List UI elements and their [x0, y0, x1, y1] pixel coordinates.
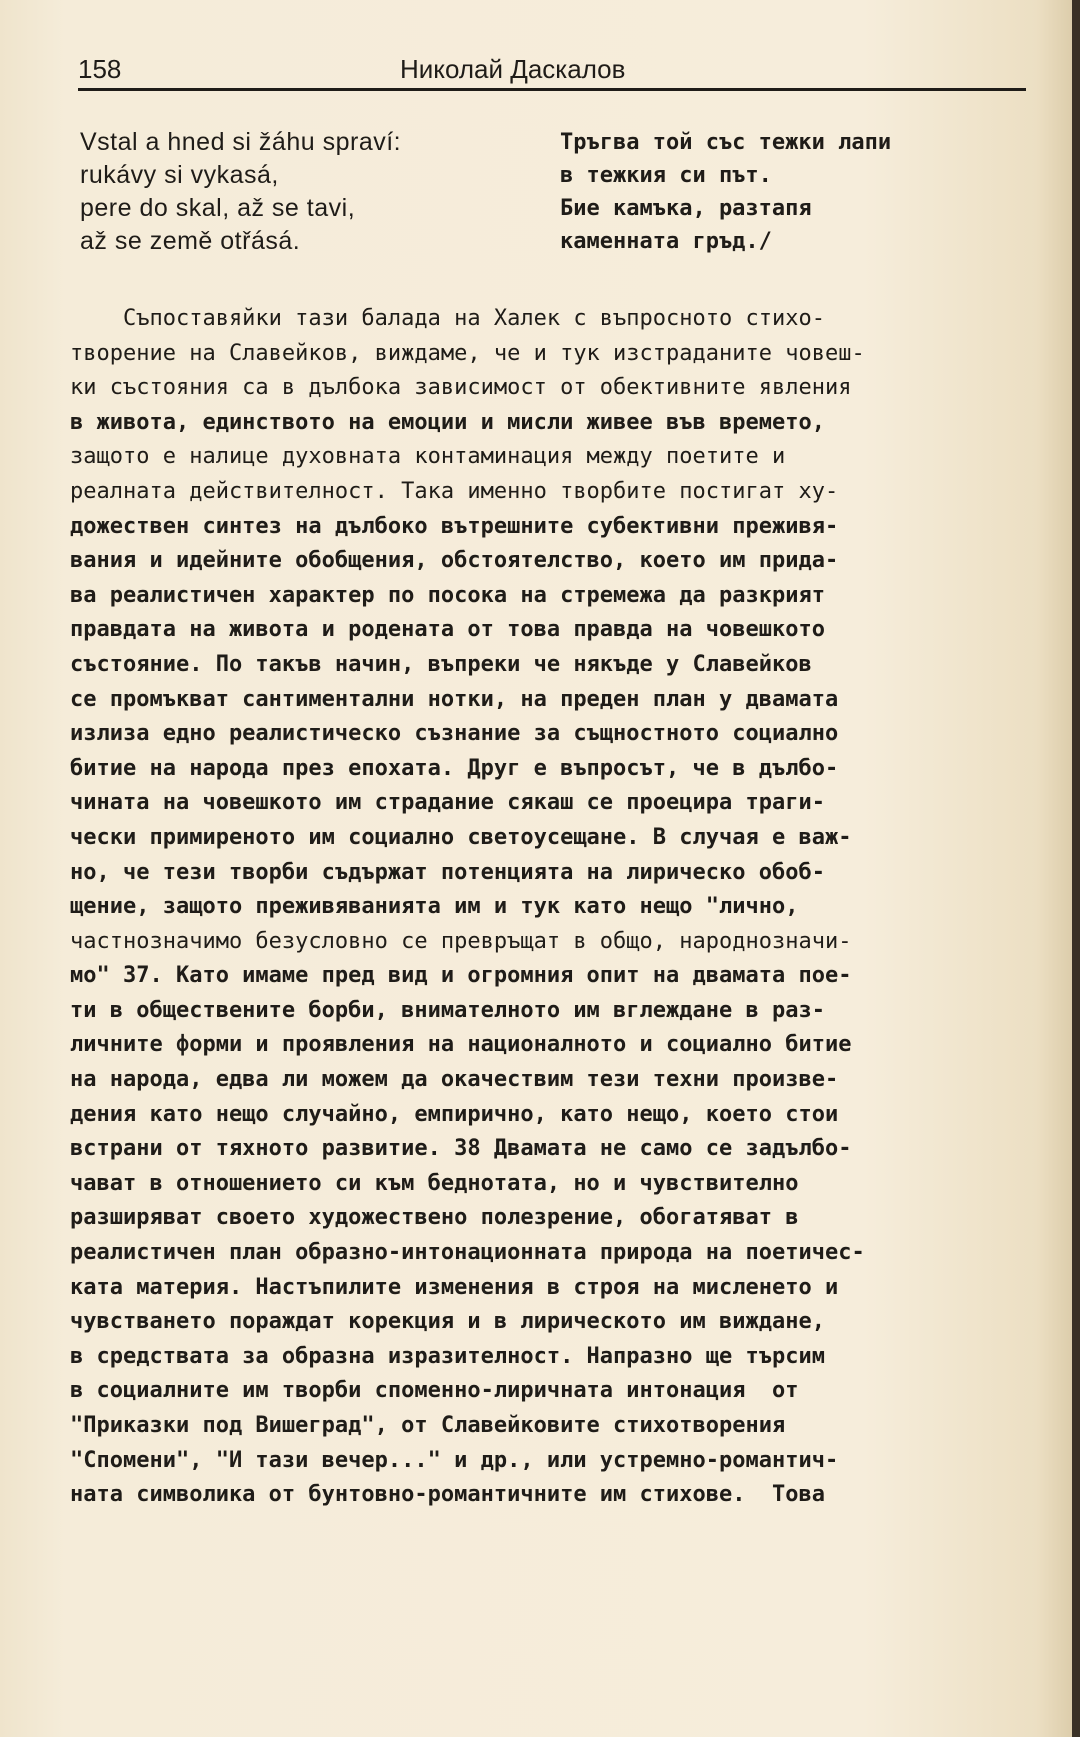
body-line: ката материя. Настъпилите изменения в строя на мисленето и [70, 1274, 839, 1300]
body-line: щение, защото преживяванията им и тук като нещо "лично, [70, 894, 799, 920]
body-line: "Приказки под Вишеград", от Славейковите стихотворения [70, 1413, 786, 1438]
body-line: ти в обществените борби, внимателното им вглеждане в раз- [70, 997, 825, 1023]
verse-translation-line: в тежкия си път. [560, 163, 772, 188]
body-line: състояние. По такъв начин, въпреки че някъде у Славейков [70, 651, 812, 677]
body-line: излиза едно реалистическо съзнание за същностното социално [70, 721, 839, 747]
verse-translation-line: каменната гръд./ [560, 229, 772, 254]
body-line: "Спомени", "И тази вечер..." и др., или устремно-романтич- [70, 1447, 839, 1473]
body-line: но, че тези творби съдържат потенцията на лирическо обоб- [70, 859, 825, 885]
body-line: Съпоставяйки тази балада на Халек с въпросното стихо- [70, 306, 825, 331]
verse-translation-line: Тръгва той със тежки лапи [560, 130, 892, 155]
verse-original-line: pere do skal, až se tavi, [80, 194, 356, 222]
body-line: вания и идейните обобщения, обстоятелство, което им прида- [70, 548, 839, 574]
body-line: личните форми и проявления на националното и социално битие [70, 1032, 852, 1058]
body-line: в живота, единството на емоции и мисли живее във времето, [70, 409, 825, 435]
body-line: реалистичен план образно-интонационната природа на поетичес- [70, 1240, 865, 1266]
verse-original-line: až se země otřásá. [80, 227, 301, 255]
verse-original [80, 126, 401, 258]
body-line: на народа, едва ли можем да окачествим тези техни произве- [70, 1067, 839, 1093]
body-line: реалната действителност. Така именно творбите постигат ху- [70, 478, 839, 504]
body-text [70, 302, 1030, 1513]
body-line: частнозначимо безусловно се превръщат в общо, народнозначи- [70, 928, 852, 954]
body-line: битие на народа през епохата. Друг е въпросът, че в дълбо- [70, 755, 839, 781]
body-line: защото е налице духовната контаминация между поетите и [70, 444, 786, 470]
body-line: в социалните им творби споменно-лиричната интонация от [70, 1378, 799, 1404]
body-line: чувстването пораждат корекция и в лирическото им виждане, [70, 1309, 825, 1335]
verse-translation-line: Бие камъка, разтапя [560, 196, 812, 221]
body-line: правдата на живота и родената от това правда на човешкото [70, 617, 825, 643]
body-line: встрани от тяхното развитие. 38 Двамата не само се задълбо- [70, 1136, 852, 1162]
body-line: разширяват своето художествено полезрение, обогатяват в [70, 1205, 799, 1231]
body-line: чават в отношението си към беднотата, но и чувствително [70, 1170, 799, 1196]
body-line: чески примиреното им социално светоусещане. В случая е важ- [70, 824, 852, 850]
body-line: ната символика от бунтовно-романтичните им стихове. Това [70, 1482, 825, 1508]
header-rule [78, 88, 1026, 91]
verse-original-line: Vstal a hned si žáhu spraví: [80, 128, 402, 156]
verse-translation [560, 126, 891, 258]
running-head: Николай Даскалов [400, 54, 626, 84]
page-number: 158 [78, 54, 122, 84]
body-line: мо" 37. Като имаме пред вид и огромния опит на двамата пое- [70, 963, 852, 989]
verse-original-line: rukávy si vykasá, [80, 161, 279, 189]
body-line: чината на човешкото им страдание сякаш се проецира траги- [70, 790, 825, 816]
body-line: ва реалистичен характер по посока на стремежа да разкрият [70, 582, 825, 608]
body-line: се промъкват сантиментални нотки, на преден план у двамата [70, 686, 839, 712]
binding-edge [1072, 0, 1080, 1737]
body-line: дения като нещо случайно, емпирично, като нещо, което стои [70, 1101, 839, 1127]
body-line: ки състояния са в дълбока зависимост от обективните явления [70, 375, 852, 401]
body-line: творение на Славейков, виждаме, че и тук изстраданите човеш- [70, 340, 865, 366]
body-line: в средствата за образна изразителност. Напразно ще търсим [70, 1343, 825, 1369]
body-line: дожествен синтез на дълбоко вътрешните субективни преживя- [70, 513, 839, 539]
